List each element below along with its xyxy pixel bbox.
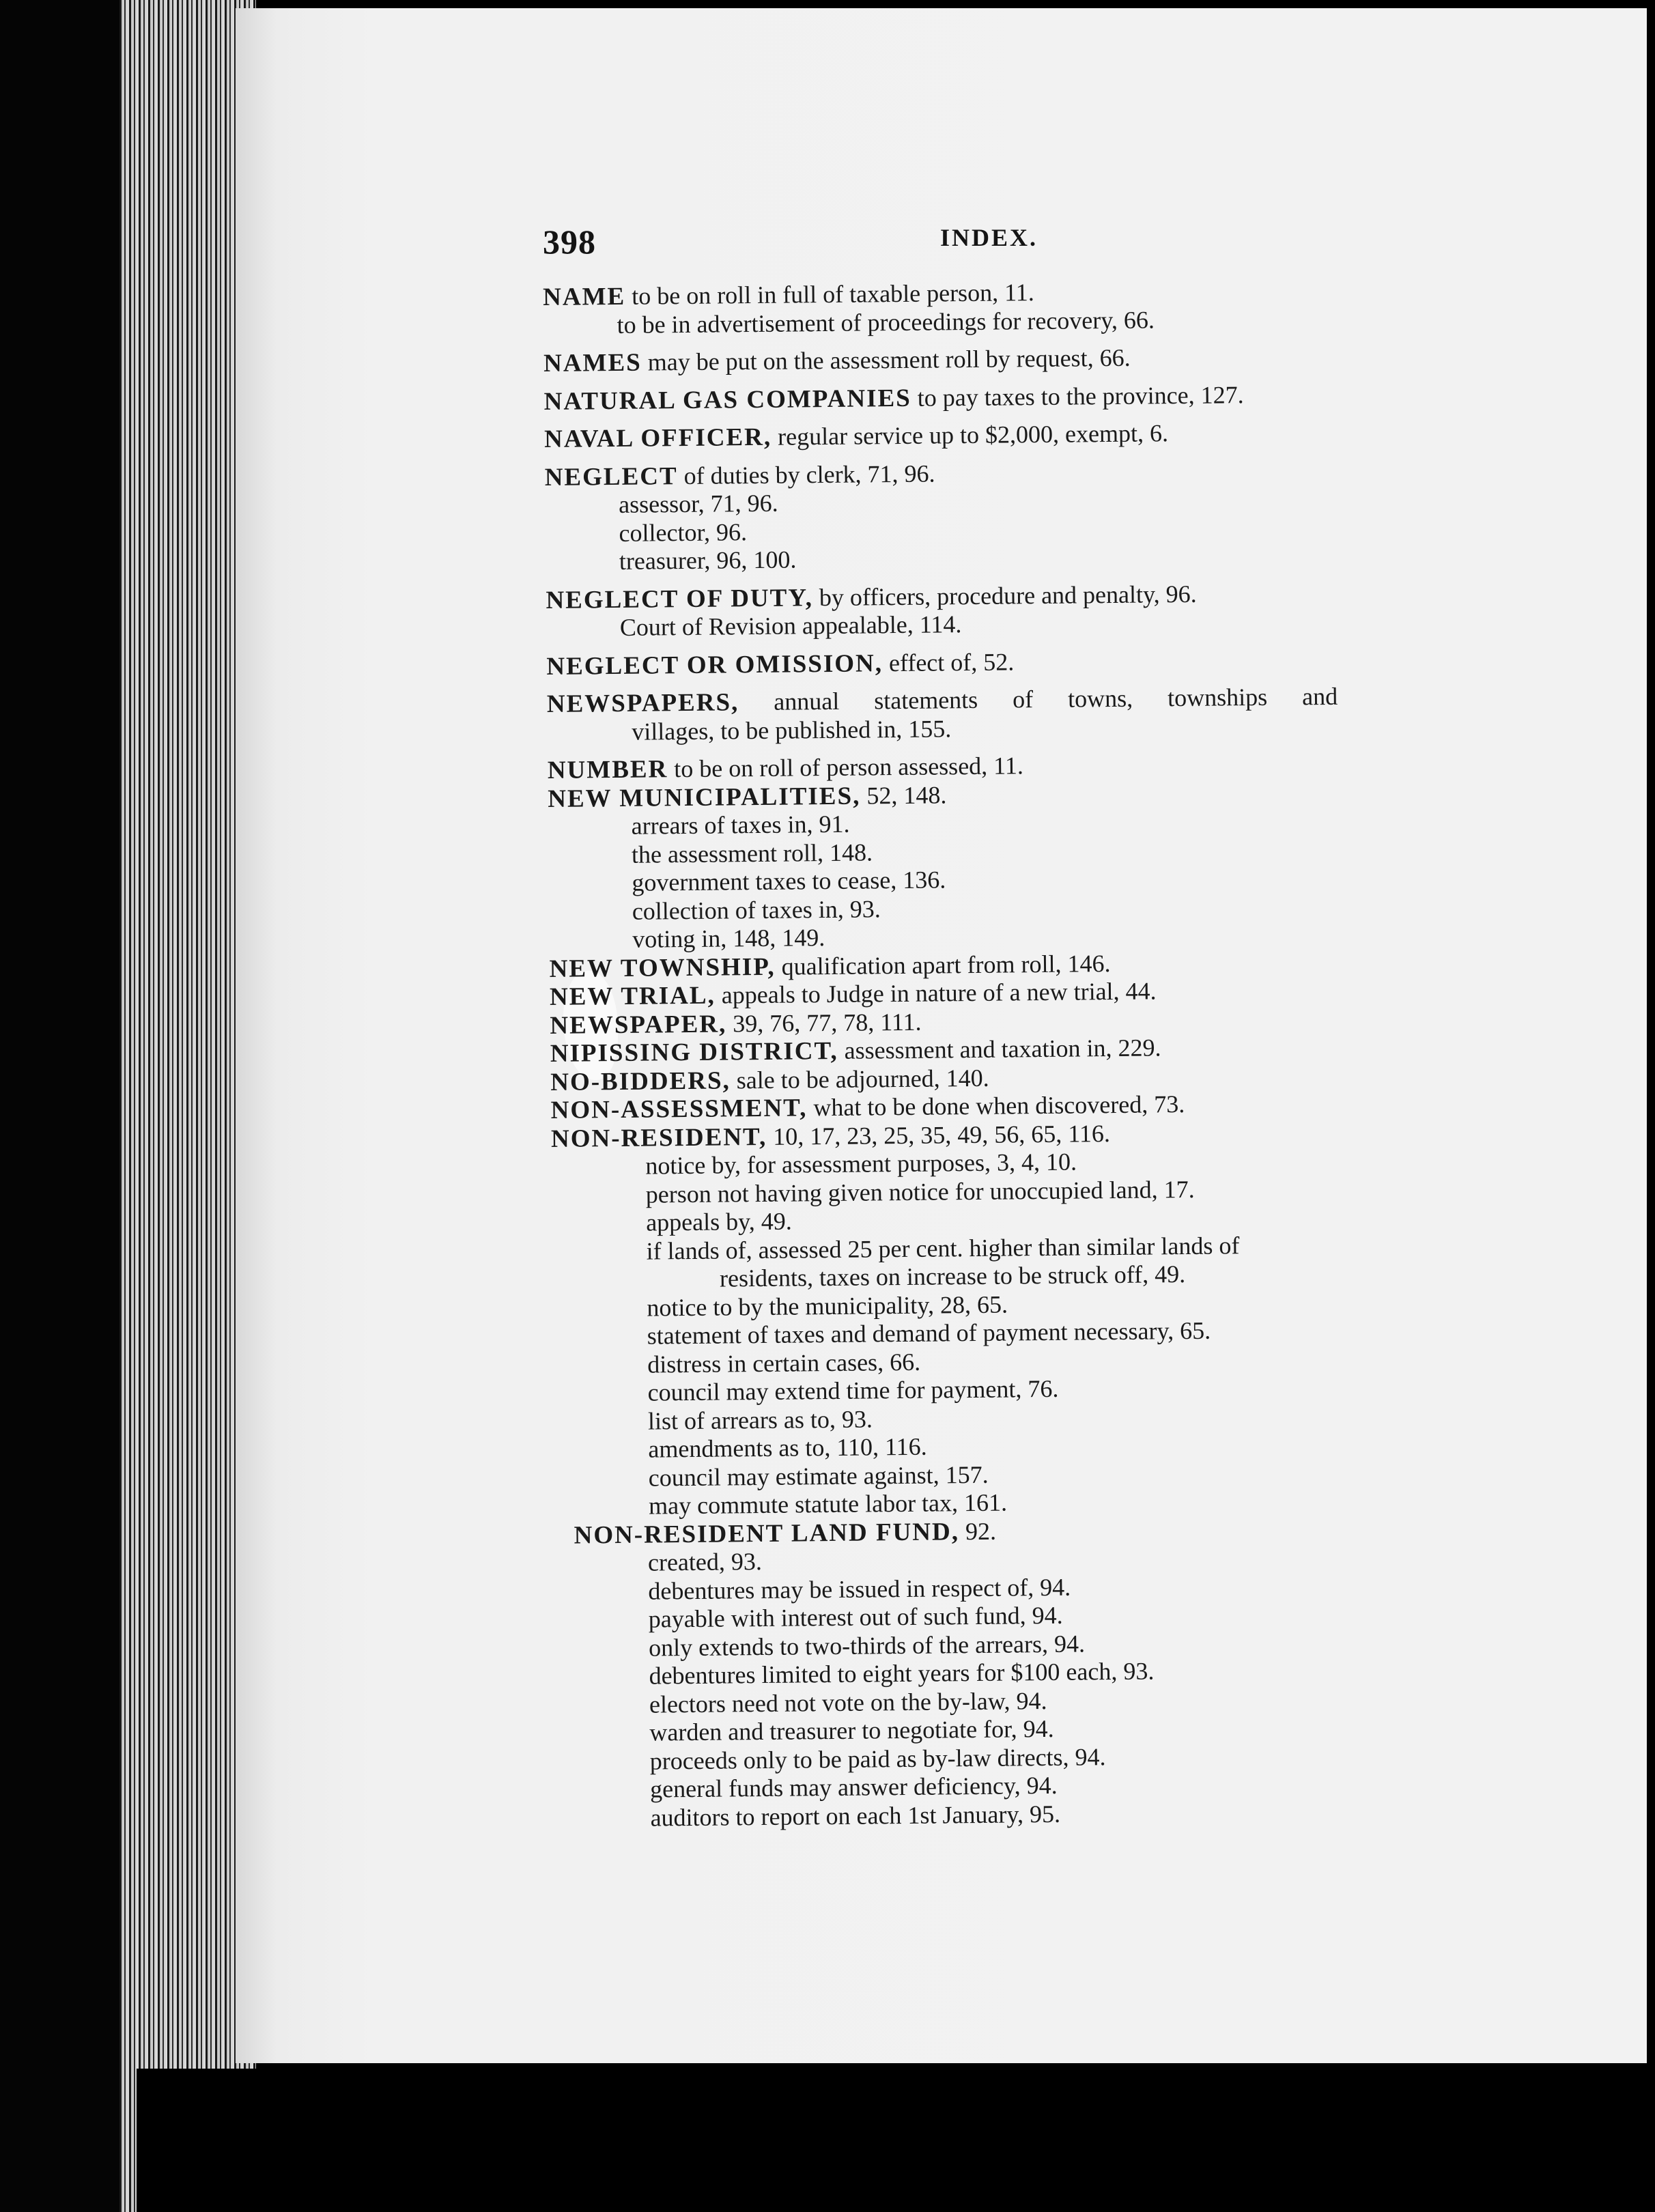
entry-text: qualification apart from roll, 146. [775, 949, 1111, 980]
entry-subentry: debentures may be issued in respect of, 94. [648, 1573, 1071, 1605]
scan-dark-margin [0, 0, 137, 2212]
entry-subentry: payable with interest out of such fund, 94. [648, 1601, 1063, 1633]
entry-subentry: voting in, 148, 149. [632, 924, 825, 953]
entry-text: may be put on the assessment roll by request, 66. [641, 343, 1131, 376]
index-entry [548, 776, 1491, 954]
entry-text: to be on roll in full of taxable person, 11. [625, 279, 1034, 310]
entry-subentry: treasurer, 96, 100. [619, 545, 797, 575]
entry-subentry: general funds may answer deficiency, 94. [649, 1771, 1058, 1803]
entry-text: regular service up to $2,000, exempt, 6. [771, 419, 1169, 451]
scan-bottom-border [137, 2069, 1655, 2212]
entry-subentry: distress in certain cases, 66. [647, 1348, 921, 1378]
entry-heading: NEWSPAPER, [550, 1009, 727, 1040]
index-entry [545, 454, 1488, 576]
entry-heading: NAVAL OFFICER, [543, 423, 772, 453]
entry-text: 52, 148. [860, 780, 947, 810]
entry-heading: NEWSPAPERS, [546, 688, 739, 718]
entry-heading: NAME [543, 282, 626, 311]
entry-subentry: notice to by the municipality, 28, 65. [647, 1290, 1008, 1322]
entry-text: to pay taxes to the province, 127. [911, 380, 1244, 412]
entry-subentry: collection of taxes in, 93. [632, 894, 881, 925]
entry-subentry: assessor, 71, 96. [618, 489, 778, 518]
entry-subentry: only extends to two-thirds of the arrears, 94. [648, 1629, 1086, 1662]
entry-subentry: Court of Revision appealable, 114. [619, 610, 962, 641]
entry-heading: NEGLECT [544, 462, 678, 492]
entry-text: to be on roll of person assessed, 11. [668, 752, 1024, 783]
entry-subentry: list of arrears as to, 93. [647, 1404, 873, 1435]
entry-heading: NUMBER [547, 755, 668, 784]
entry-text: 10, 17, 23, 25, 35, 49, 56, 65, 116. [767, 1119, 1111, 1150]
entry-subentry: warden and treasurer to negotiate for, 94. [649, 1714, 1054, 1746]
entry-subentry: to be in advertisement of proceedings for recovery, 66. [617, 305, 1155, 339]
page-header [543, 222, 1499, 270]
entry-subentry: arrears of taxes in, 91. [631, 810, 850, 840]
entry-subentry: notice by, for assessment purposes, 3, 4, 10. [645, 1148, 1077, 1180]
index-entry [554, 1512, 1499, 1833]
entry-subentry: the assessment roll, 148. [631, 838, 873, 868]
entry-text: annual statements of towns, townships and [739, 682, 1338, 716]
entry-heading: NAMES [543, 348, 642, 378]
entry-subentry: collector, 96. [619, 517, 748, 547]
entry-heading: NIPISSING DISTRICT, [550, 1036, 838, 1068]
entry-text: what to be done when discovered, 73. [807, 1090, 1185, 1122]
entry-heading: NO-BIDDERS, [550, 1066, 731, 1096]
entry-subentry: if lands of, assessed 25 per cent. higher than similar lands of [646, 1231, 1240, 1265]
index-entry [543, 274, 1486, 340]
scan-right-border [1647, 0, 1655, 2212]
entry-text: appeals to Judge in nature of a new trial, 44. [715, 977, 1157, 1009]
entry-text: 39, 76, 77, 78, 111. [726, 1008, 922, 1037]
page-number: 398 [543, 223, 596, 261]
entry-subentry: statement of taxes and demand of payment necessary, 65. [647, 1316, 1211, 1350]
entry-subentry: amendments as to, 110, 116. [648, 1432, 927, 1463]
entry-heading: NEGLECT OF DUTY, [546, 583, 814, 614]
entry-subentry: created, 93. [647, 1548, 763, 1576]
entry-heading: NEW MUNICIPALITIES, [548, 782, 861, 813]
entry-text: of duties by clerk, 71, 96. [677, 459, 935, 490]
index-entries [543, 274, 1500, 1833]
entry-text: 92. [959, 1517, 997, 1545]
entry-continuation: villages, to be published in, 155. [632, 714, 952, 746]
entry-heading: NON-ASSESSMENT, [550, 1094, 808, 1124]
index-entry [546, 577, 1488, 642]
entry-subentry: council may estimate against, 157. [648, 1460, 989, 1492]
entry-text: by officers, procedure and penalty, 96. [812, 580, 1197, 611]
entry-subentry: electors need not vote on the by-law, 94. [649, 1686, 1047, 1718]
index-entry [543, 378, 1486, 416]
entry-subentry: council may extend time for payment, 76. [647, 1374, 1059, 1406]
entry-text: sale to be adjourned, 140. [730, 1064, 989, 1094]
entry-heading: NEGLECT OR OMISSION, [546, 649, 883, 681]
entry-heading: NON-RESIDENT LAND FUND, [574, 1517, 960, 1550]
entry-heading: NON-RESIDENT, [550, 1122, 767, 1153]
entry-subentry: debentures limited to eight years for $100 each, 93. [649, 1657, 1155, 1690]
index-entry [546, 643, 1488, 681]
entry-heading: NEW TRIAL, [549, 981, 716, 1011]
running-head: INDEX. [940, 224, 1038, 251]
index-entry [551, 1116, 1497, 1521]
index-entry [547, 681, 1490, 747]
entry-text: effect of, 52. [882, 647, 1015, 677]
entry-subentry: proceeds only to be paid as by-law directs, 94. [649, 1742, 1106, 1775]
index-entry [543, 341, 1486, 378]
entry-subentry-continuation: residents, taxes on increase to be struck off, 49. [719, 1260, 1186, 1292]
entry-subentry: government taxes to cease, 136. [632, 866, 946, 896]
entry-subentry: auditors to report on each 1st January, 95. [650, 1800, 1061, 1832]
entry-heading: NEW TOWNSHIP, [549, 952, 776, 983]
entry-text: assessment and taxation in, 229. [838, 1034, 1161, 1064]
entry-subentry: person not having given notice for unoccupied land, 17. [645, 1175, 1195, 1208]
entry-subentry: may commute statute labor tax, 161. [649, 1488, 1008, 1520]
index-entry [544, 416, 1486, 454]
entry-heading: NATURAL GAS COMPANIES [543, 384, 911, 416]
entry-subentry: appeals by, 49. [646, 1207, 793, 1236]
